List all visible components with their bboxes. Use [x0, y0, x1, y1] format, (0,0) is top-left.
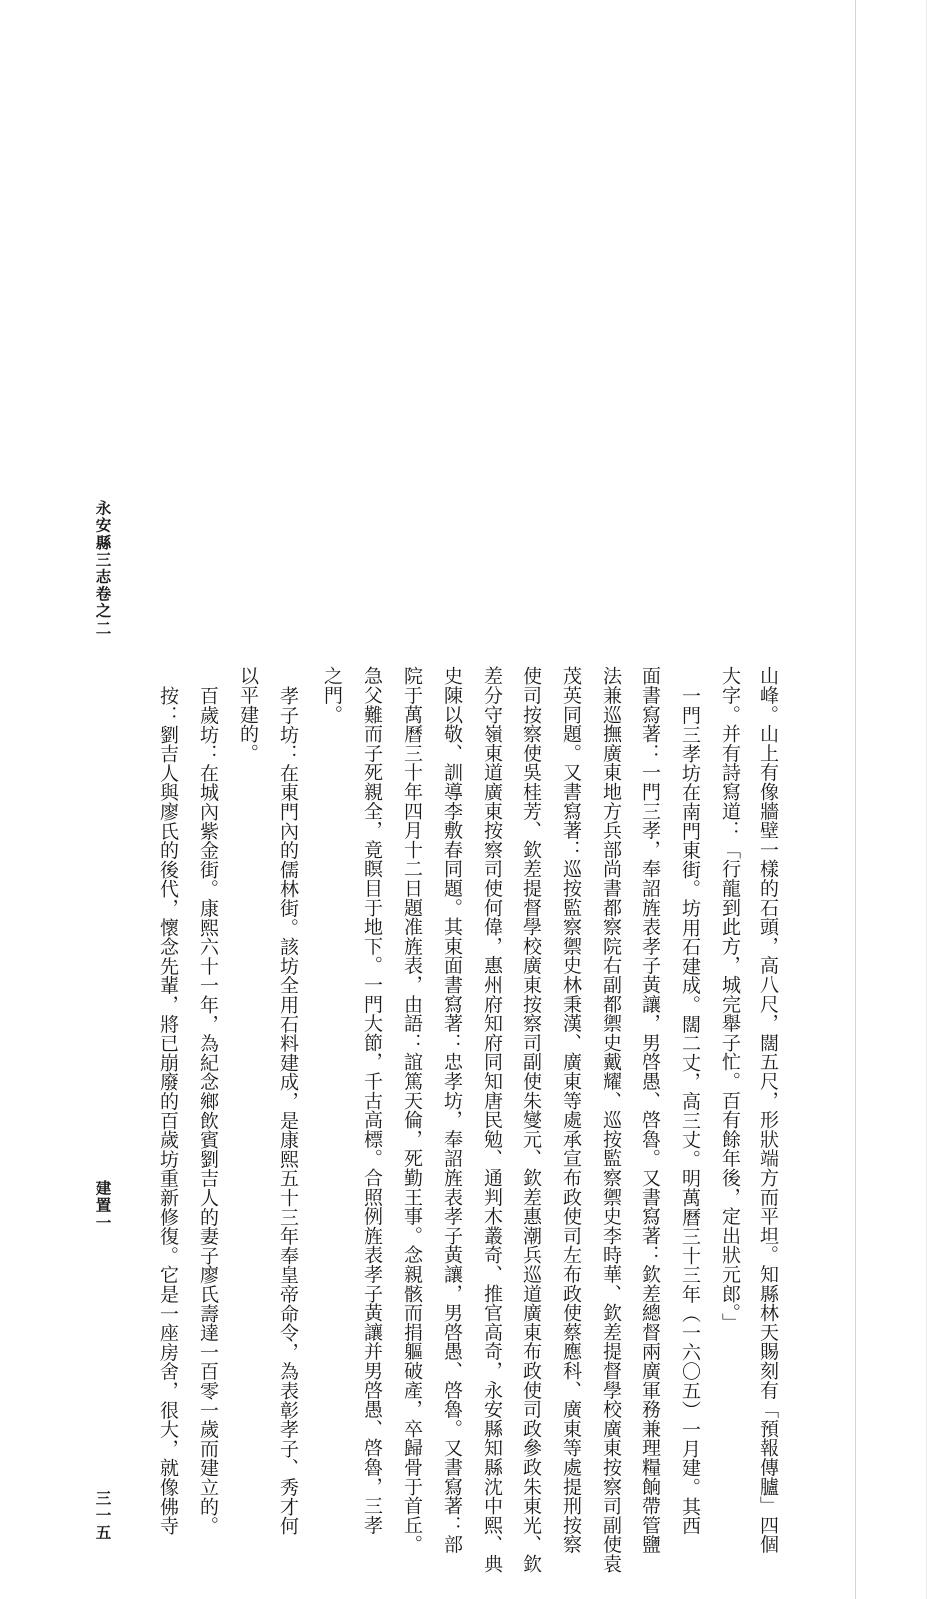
text-column-11: 急父難而子死親全，竟瞑目于地下。一門大節，千古高標。合照例旌表孝子黃讓并男啓愚、啓魯，三孝	[361, 666, 383, 1535]
text-column-5: 法兼巡撫廣東地方兵部尚書都察院右副都禦史戴耀、巡按監察禦史李時華、欽差提督學校廣東按察司副使袁	[600, 666, 622, 1574]
text-column-6: 茂英同題。又書寫著：巡按監察禦史林秉漢、廣東等處承宣布政使司左布政使蔡應科、廣東等處提刑按察	[560, 666, 582, 1554]
text-column-1: 山峰。山上有像牆壁一樣的石頭，高八尺，闊五尺，形狀端方而平坦。知縣林天賜刻有「預報傳臚」四個	[757, 666, 779, 1554]
text-column-3: 一門三孝坊在南門東街。坊用石建成。闊二丈，高三丈。明萬曆三十三年（一六〇五）一月建。其西	[679, 686, 701, 1536]
book-title: 永安縣三志卷之二	[93, 500, 113, 637]
text-column-8: 差分守嶺東道廣東按察司使何偉，惠州府知府同知唐民勉、通判木叢奇、推官高奇，永安縣知縣沈中熙、典	[481, 666, 503, 1574]
text-column-13: 孝子坊：在東門內的儒林街。該坊全用石料建成，是康熙五十三年奉皇帝命令，為表彰孝子、秀才何	[277, 686, 299, 1536]
text-column-15: 百歲坊：在城內紫金街。康熙六十一年，為紀念鄉飲賓劉吉人的妻子廖氏壽達一百零一歲而建立的。	[197, 686, 219, 1536]
text-column-9: 史陳以敬、訓導李敷春同題。其東面書寫著：忠孝坊，奉詔旌表孝子黃讓，男啓愚、啓魯。又書寫著：部	[441, 666, 463, 1554]
text-column-12: 之門。	[321, 666, 343, 724]
text-column-16: 按：劉吉人與廖氏的後代，懷念先輩，將已崩廢的百歲坊重新修復。它是一座房舍，很大，就像佛寺	[157, 686, 179, 1536]
page-number: 三一五	[93, 1490, 113, 1542]
text-column-2: 大字。并有詩寫道：「行龍到此方，城完舉子忙。百有餘年後，定出狀元郎。」	[719, 666, 741, 1332]
text-column-4: 面書寫著：一門三孝，奉詔旌表孝子黃讓，男啓愚、啓魯。又書寫著：欽差總督兩廣軍務兼理糧餉帶管鹽	[639, 666, 661, 1554]
text-column-10: 院于萬曆三十年四月十二日題准旌表，由語：誼篤天倫，死勤王事。念親骸而捐軀破產，卒歸骨于首丘。	[401, 666, 423, 1554]
text-column-14: 以平建的。	[237, 666, 259, 763]
text-column-7: 使司按察使吳桂芳、欽差提督學校廣東按察司副使朱燮元、欽差惠潮兵巡道廣東布政使司政參政朱東光、欽	[520, 666, 542, 1574]
chapter-title: 建置一	[93, 1180, 113, 1232]
